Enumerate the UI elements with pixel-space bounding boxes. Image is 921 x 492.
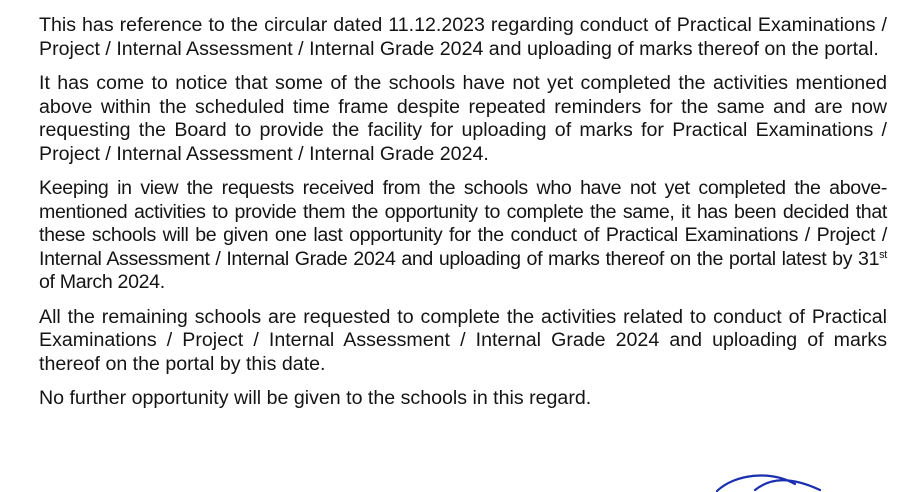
paragraph-notice: It has come to notice that some of the schools have not yet completed the activities mentioned above within the scheduled time frame despite repeated reminders for the same and are now requesting the Board to provide the facility for uploading of marks for Practical Examinations / Project / Internal Assessment / Internal Grade 2024. xyxy=(39,72,887,165)
ordinal-suffix: st xyxy=(879,248,887,261)
paragraph-final-notice: No further opportunity will be given to the schools in this regard. xyxy=(39,387,592,409)
paragraph-request: All the remaining schools are requested to complete the activities related to conduct of Practical Examinations / Project / Internal Assessment / Internal Grade 2024 and uploading of marks thereof on the portal by this date. xyxy=(39,305,887,375)
paragraph-decision xyxy=(39,177,887,295)
signature-mark xyxy=(715,472,825,492)
paragraph-reference: This has reference to the circular dated 11.12.2023 regarding conduct of Practical Examinations / Project / Internal Assessment / Internal Grade 2024 and uploading of marks thereof on the portal. xyxy=(39,14,887,60)
decision-text-end: of March 2024. xyxy=(39,271,165,293)
decision-text: Keeping in view the requests received from the schools who have not yet completed the above-mentioned activities to provide them the opportunity to complete the same, it has been decided that these schools will be given one last opportunity for the conduct of Practical Examinations / Project / Internal Assessment / Internal Grade 2024 and uploading of marks thereof on the portal latest by 31 xyxy=(39,177,887,270)
circular-body xyxy=(39,14,887,411)
